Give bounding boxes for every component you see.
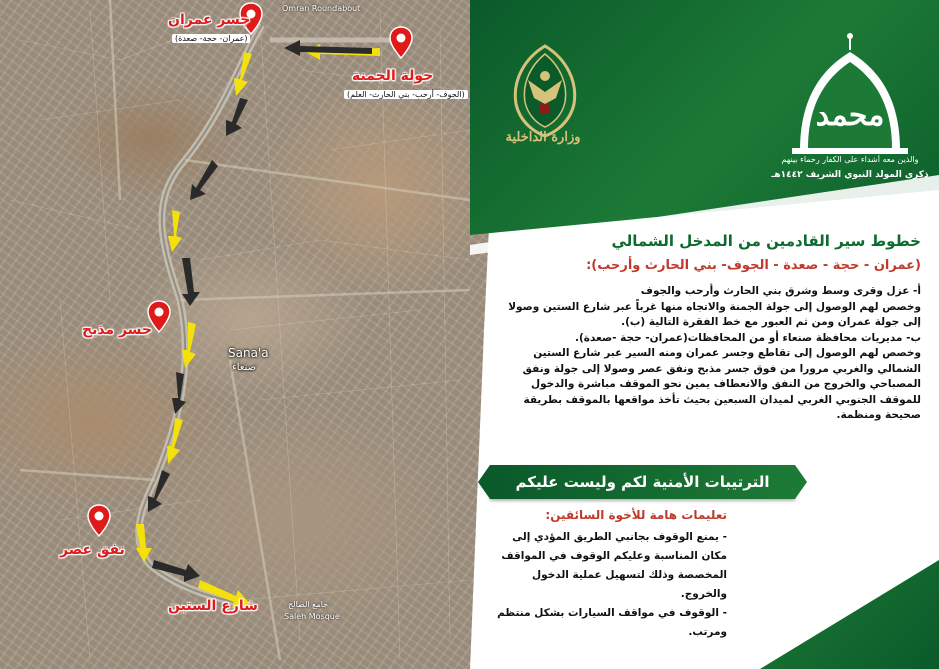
location-pin-icon[interactable] — [388, 26, 414, 60]
security-banner: الترتيبات الأمنية لكم وليست عليكم — [490, 465, 795, 499]
label-jawlat-jumna-sub: (الجوف- أرحب- بني الحارث- العلم) — [344, 90, 468, 99]
ministry-name: وزارة الداخلية — [505, 130, 581, 145]
dome-verse: والذين معه أشداء على الكفار رحماء بينهم — [781, 155, 919, 164]
instructions-body — [487, 528, 727, 642]
label-jisr-madhbah: جسر مذبح — [82, 322, 153, 338]
occasion-text: ذكرى المولد النبوي الشريف ١٤٤٢هـ — [771, 170, 929, 180]
svg-text:محمد: محمد — [815, 98, 885, 133]
label-mosque-ar: جامع الصالح — [288, 600, 329, 609]
label-roundabout: Omran Roundabout — [282, 4, 361, 13]
label-nafaq-asr: نفق عصر — [60, 542, 125, 558]
paragraph: أ- عزل وقرى وسط وشرق بني الحارث وأرحب والجوف — [640, 285, 921, 297]
eagle-emblem-icon — [500, 40, 590, 140]
location-pin-icon[interactable] — [86, 504, 112, 538]
label-jisr-omran: جسر عمران — [168, 12, 251, 28]
label-shari-sitteen: شارع الستين — [168, 598, 258, 614]
instruction-item: - الوقوف في مواقف السيارات بشكل منتظم ومرتب. — [497, 607, 727, 638]
instruction-item: - يمنع الوقوف بجانبي الطريق المؤدي إلى مكان المناسبة وعليكم الوقوف في المواقف المخصصة وذلك لتسهيل عملية الدخول والخروج. — [501, 531, 727, 600]
label-jawlat-jumna: جولة الجمنة — [352, 68, 434, 84]
mosque-dome-icon — [770, 30, 930, 170]
label-sanaa-ar: صنعاء — [232, 362, 257, 373]
label-sanaa-en: Sana'a — [228, 346, 269, 360]
paragraph: وخصص لهم الوصول إلى تقاطع وجسر عمران ومنه السير عبر شارع الستين الشمالي والغربي مرورا من فوق جسر مذبح ونفق عصر وصولا إلى جولة ونفق المصباحي والخروج من النفق والانعطاف يمين نحو الموقف مباشرة والدخول للموقف الجنوبي الغربي لميدان السبعين بحيث تأخذ مواقعها بالموقف بطريقة صحيحة ومنظمة. — [522, 347, 921, 421]
routes-body — [501, 284, 921, 424]
paragraph: ب- مديريات محافظة صنعاء أو من المحافظات(عمران- حجة -صعدة). — [575, 331, 921, 344]
paragraph: وخصص لهم الوصول إلى جولة الجمنة والاتجاه منها غرباً عبر شارع الستين وصولا إلى جولة عمران ومن ثم العبور مع خط الفقرة التالية (ب). — [508, 300, 921, 328]
instructions-title: تعليمات هامة للأخوة السائقين: — [545, 508, 727, 522]
label-mosque-en: Saleh Mosque — [284, 612, 340, 621]
routes-subtitle: (عمران - حجة - صعدة - الجوف- بني الحارث وأرحب): — [586, 258, 921, 273]
label-jisr-omran-sub: (عمران- حجة- صعدة) — [172, 34, 250, 43]
routes-title: خطوط سير القادمين من المدخل الشمالي — [611, 232, 921, 250]
